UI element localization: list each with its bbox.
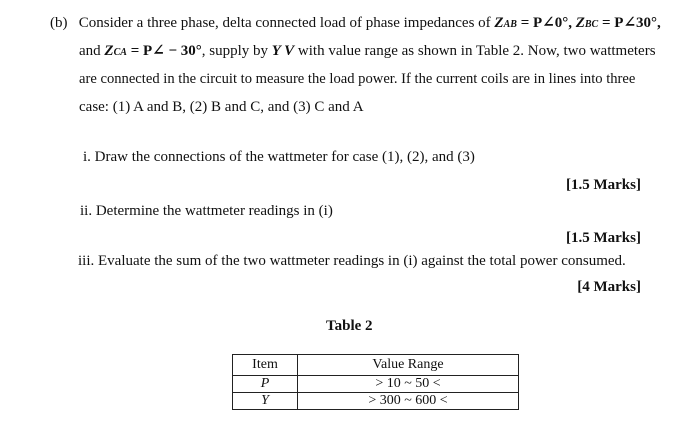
table-cell-range: > 10 ~ 50 < <box>298 376 519 393</box>
table-header-value-range: Value Range <box>298 355 519 376</box>
question-text-1: Consider a three phase, delta connected load of phase impedances of <box>78 15 495 31</box>
subquestion-iii: iii. Evaluate the sum of the two wattmeter readings in (i) against the total power consumed. <box>78 253 626 269</box>
question-line-2: and ZCA = P∠ − 30°, supply by Y V with value range as shown in Table 2. Now, two wattmeters <box>79 43 656 59</box>
impedance-zab: ZAB <box>494 15 517 31</box>
impedance-zbc: ZBC <box>575 15 599 31</box>
subquestion-i: i. Draw the connections of the wattmeter for case (1), (2), and (3) <box>83 149 475 165</box>
marks-ii: [1.5 Marks] <box>566 230 641 246</box>
question-line-4: case: (1) A and B, (2) B and C, and (3) C and A <box>79 99 364 115</box>
question-label: (b) <box>50 15 68 31</box>
table-cell-range: > 300 ~ 600 < <box>298 393 519 410</box>
value-range-table <box>232 354 519 410</box>
supply-voltage: Y V <box>271 43 295 59</box>
question-line-1 <box>50 14 661 34</box>
subquestion-ii: ii. Determine the wattmeter readings in (i) <box>80 203 333 219</box>
marks-iii: [4 Marks] <box>577 279 641 295</box>
table-cell-item: Y <box>233 393 298 410</box>
table-row <box>233 376 519 393</box>
impedance-zbc-value: = P∠30°, <box>598 15 661 31</box>
question-line-3: are connected in the circuit to measure the load power. If the current coils are in lines into three <box>79 71 636 87</box>
table-cell-item: P <box>233 376 298 393</box>
table-caption: Table 2 <box>326 318 373 334</box>
table-header-row <box>233 355 519 376</box>
impedance-zca: ZCA <box>104 43 127 59</box>
marks-i: [1.5 Marks] <box>566 177 641 193</box>
table-header-item: Item <box>233 355 298 376</box>
impedance-zab-value: = P∠0°, <box>516 15 576 31</box>
table-row <box>233 393 519 410</box>
impedance-zca-value: = P∠ − 30° <box>126 43 202 59</box>
